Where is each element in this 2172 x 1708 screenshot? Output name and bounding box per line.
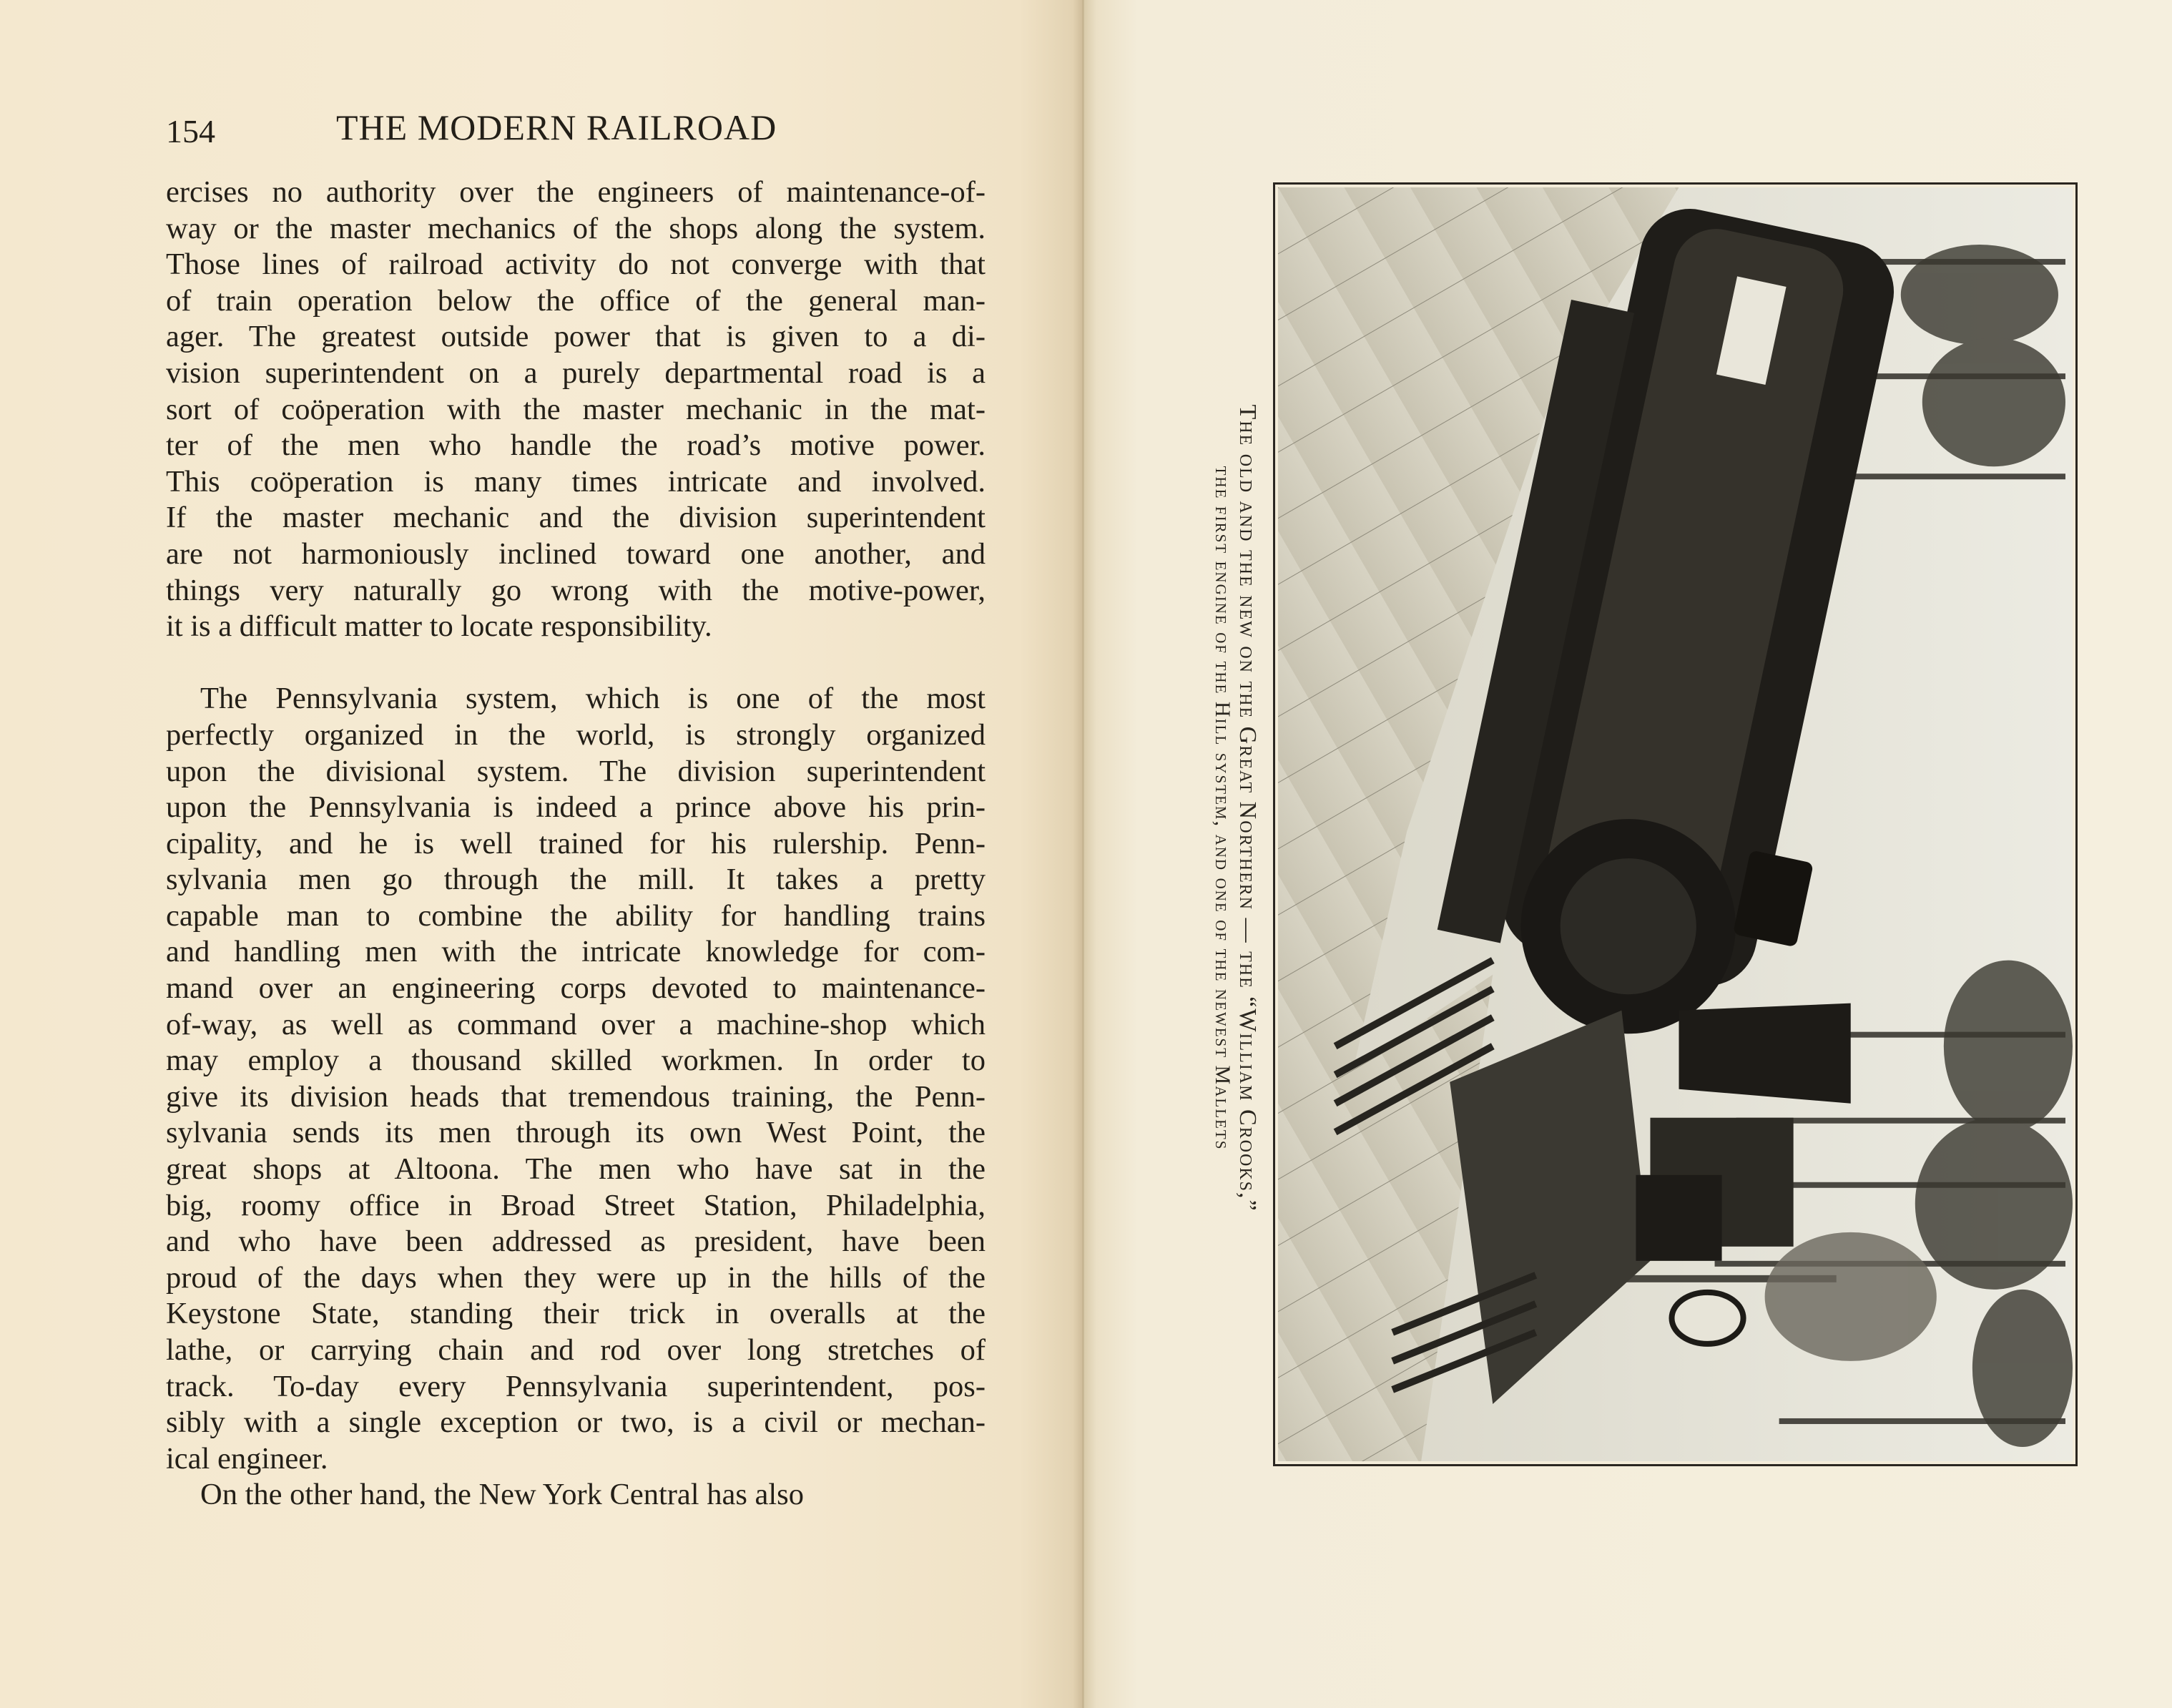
text-line: of-way, as well as command over a machine-shop which: [166, 1007, 986, 1041]
text-line: perfectly organized in the world, is strongly organized: [166, 717, 986, 752]
text-line: it is a difficult matter to locate responsibility.: [166, 609, 712, 644]
caption-line-1: The old and the new on the Great Northern — the “William Crooks,”: [1234, 404, 1261, 1212]
text-line: The Pennsylvania system, which is one of the most: [200, 682, 986, 716]
text-line: sort of coöperation with the master mechanic in the mat-: [166, 392, 986, 426]
book-title: THE MODERN RAILROAD: [336, 107, 777, 147]
text-line: are not harmoniously inclined toward one another, and: [166, 536, 986, 571]
caption-line-2: the first engine of the Hill system, and one of the newest Mallets: [1211, 466, 1234, 1151]
text-line: big, roomy office in Broad Street Station, Philadelphia,: [166, 1188, 986, 1222]
paragraph-gap: [166, 645, 986, 682]
text-line: ercises no authority over the engineers of maintenance-of-: [166, 175, 986, 209]
text-line: of train operation below the office of the general man-: [166, 283, 986, 318]
text-line: cipality, and he is well trained for his rulership. Penn-: [166, 826, 986, 860]
text-line: ical engineer.: [166, 1441, 328, 1476]
text-line: If the master mechanic and the division superintendent: [166, 501, 986, 535]
text-line: and handling men with the intricate knowledge for com-: [166, 935, 986, 969]
running-head: [166, 106, 986, 149]
text-line: upon the Pennsylvania is indeed a prince above his prin-: [166, 790, 986, 825]
text-line: Those lines of railroad activity do not converge with that: [166, 247, 986, 282]
text-line: track. To-day every Pennsylvania superintendent, pos-: [166, 1369, 986, 1403]
page-number: 154: [166, 113, 215, 149]
text-line: and who have been addressed as president, have been: [166, 1224, 986, 1259]
text-line: ter of the men who handle the road’s motive power.: [166, 428, 986, 463]
text-line: sylvania sends its men through its own West Point, the: [166, 1116, 986, 1150]
text-line: ager. The greatest outside power that is given to a di-: [166, 320, 986, 354]
text-line: sibly with a single exception or two, is a civil or mechan-: [166, 1405, 986, 1440]
text-line: way or the master mechanics of the shops along the system.: [166, 211, 986, 245]
locomotive-photo: [1278, 187, 2073, 1461]
photo-plate: [1273, 182, 2078, 1466]
text-line: vision superintendent on a purely departmental road is a: [166, 355, 986, 390]
text-line: give its division heads that tremendous training, the Penn-: [166, 1079, 986, 1114]
text-line: may employ a thousand skilled workmen. In order to: [166, 1044, 986, 1078]
book-gutter: [1082, 0, 1084, 1708]
text-line: sylvania men go through the mill. It takes a pretty: [166, 863, 986, 897]
text-line: On the other hand, the New York Central has also: [200, 1478, 804, 1512]
text-line: mand over an engineering corps devoted to maintenance-: [166, 971, 986, 1006]
body-text: [166, 175, 986, 1513]
plate-caption: [1210, 272, 1260, 1345]
text-line: things very naturally go wrong with the motive-power,: [166, 573, 986, 607]
locomotive-photo-illustration: [1278, 187, 2073, 1461]
text-line: This coöperation is many times intricate and involved.: [166, 464, 986, 499]
text-line: capable man to combine the ability for handling trains: [166, 898, 986, 933]
text-line: great shops at Altoona. The men who have sat in the: [166, 1152, 986, 1187]
text-line: lathe, or carrying chain and rod over long stretches of: [166, 1333, 986, 1367]
text-line: proud of the days when they were up in the hills of the: [166, 1260, 986, 1295]
text-line: Keystone State, standing their trick in overalls at the: [166, 1297, 986, 1331]
text-line: upon the divisional system. The division superintendent: [166, 754, 986, 788]
